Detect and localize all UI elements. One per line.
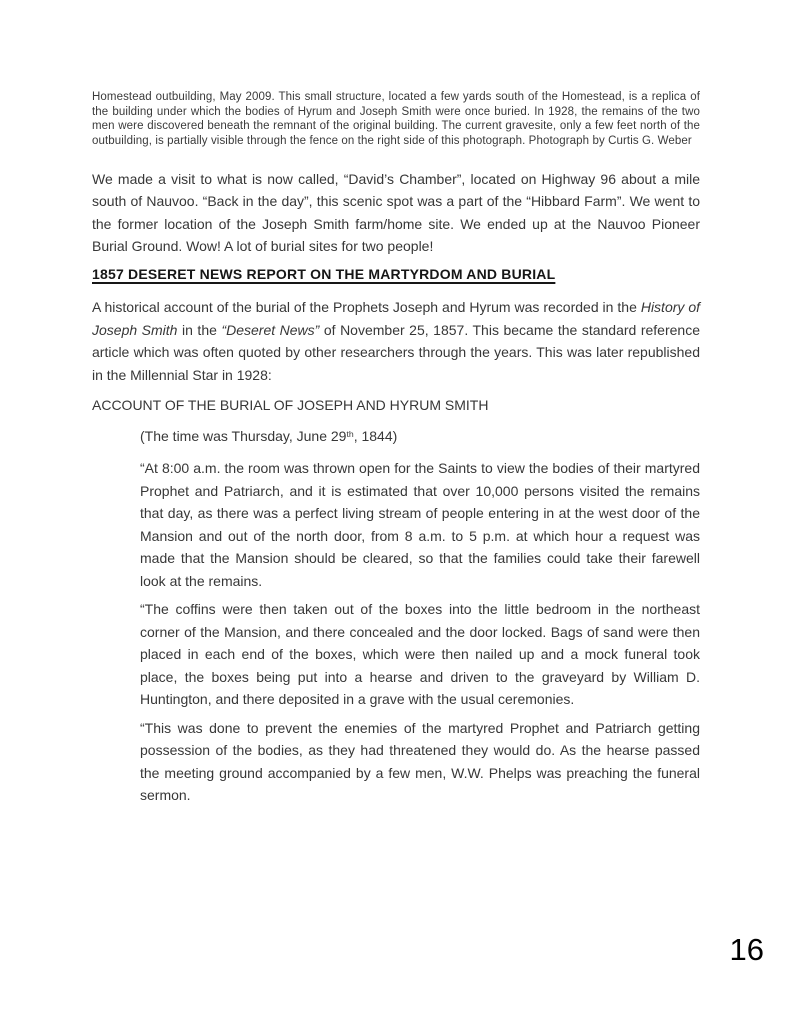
quote-paragraph-2: “The coffins were then taken out of the boxes into the little bedroom in the northeast corner of the Mansion, and there concealed and the door locked. Bags of sand were then placed in each end of the boxes, which were then nailed up and a mock funeral took place, the boxes being put into a hearse and driven to the graveyard by William D. Huntington, and there deposited in a grave with the usual ceremonies.	[140, 601, 700, 708]
intro-paragraph: We made a visit to what is now called, “David’s Chamber”, located on Highway 96 about a mile south of Nauvoo. “Back in the day”, this scenic spot was a part of the “Hibbard Farm”. We went to the former location of the Joseph Smith farm/home site. We ended up at the Nauvoo Pioneer Burial Ground. Wow! A lot of burial sites for two people!	[92, 170, 700, 255]
deseret-news-paragraph: A historical account of the burial of the Prophets Joseph and Hyrum was recorded in the History of Joseph Smith in the “Deseret News” of November 25, 1857. This became the standard reference article which was often quoted by other researchers through the years. This was later republished in the Millennial Star in 1928:	[92, 299, 701, 383]
quote-paragraph-1: “At 8:00 a.m. the room was thrown open for the Saints to view the bodies of their martyred Prophet and Patriarch, and it is estimated that over 10,000 persons visited the remains that day, as there was a perfect living stream of people entering in at the west door of the Mansion and out of the north door, from 8 a.m. to 5 p.m. at which hour a request was made that the Mansion should be cleared, so that the families could take their farewell look at the remains.	[140, 460, 700, 589]
account-heading: ACCOUNT OF THE BURIAL OF JOSEPH AND HYRUM SMITH	[92, 397, 489, 414]
section-heading: 1857 DESERET NEWS REPORT ON THE MARTYRDOM AND BURIAL	[92, 265, 556, 282]
photo-caption: Homestead outbuilding, May 2009. This small structure, located a few yards south of the Homestead, is a replica of the building under which the bodies of Hyrum and Joseph Smith were once buried. In 1928, the remains of the two men were discovered beneath the remnant of the original building. The current gravesite, only a few feet north of the outbuilding, is partially visible through the fence on the right side of this photograph. Photograph by Curtis G. Weber	[92, 91, 700, 148]
quote-paragraph-3: “This was done to prevent the enemies of the martyred Prophet and Patriarch getting possession of the bodies, as they had threatened they would do. As the hearse passed the meeting ground accompanied by a few men, W.W. Phelps was preaching the funeral sermon.	[140, 719, 700, 804]
time-line: (The time was Thursday, June 29th, 1844)	[140, 427, 398, 444]
page-number: 16	[729, 932, 764, 967]
